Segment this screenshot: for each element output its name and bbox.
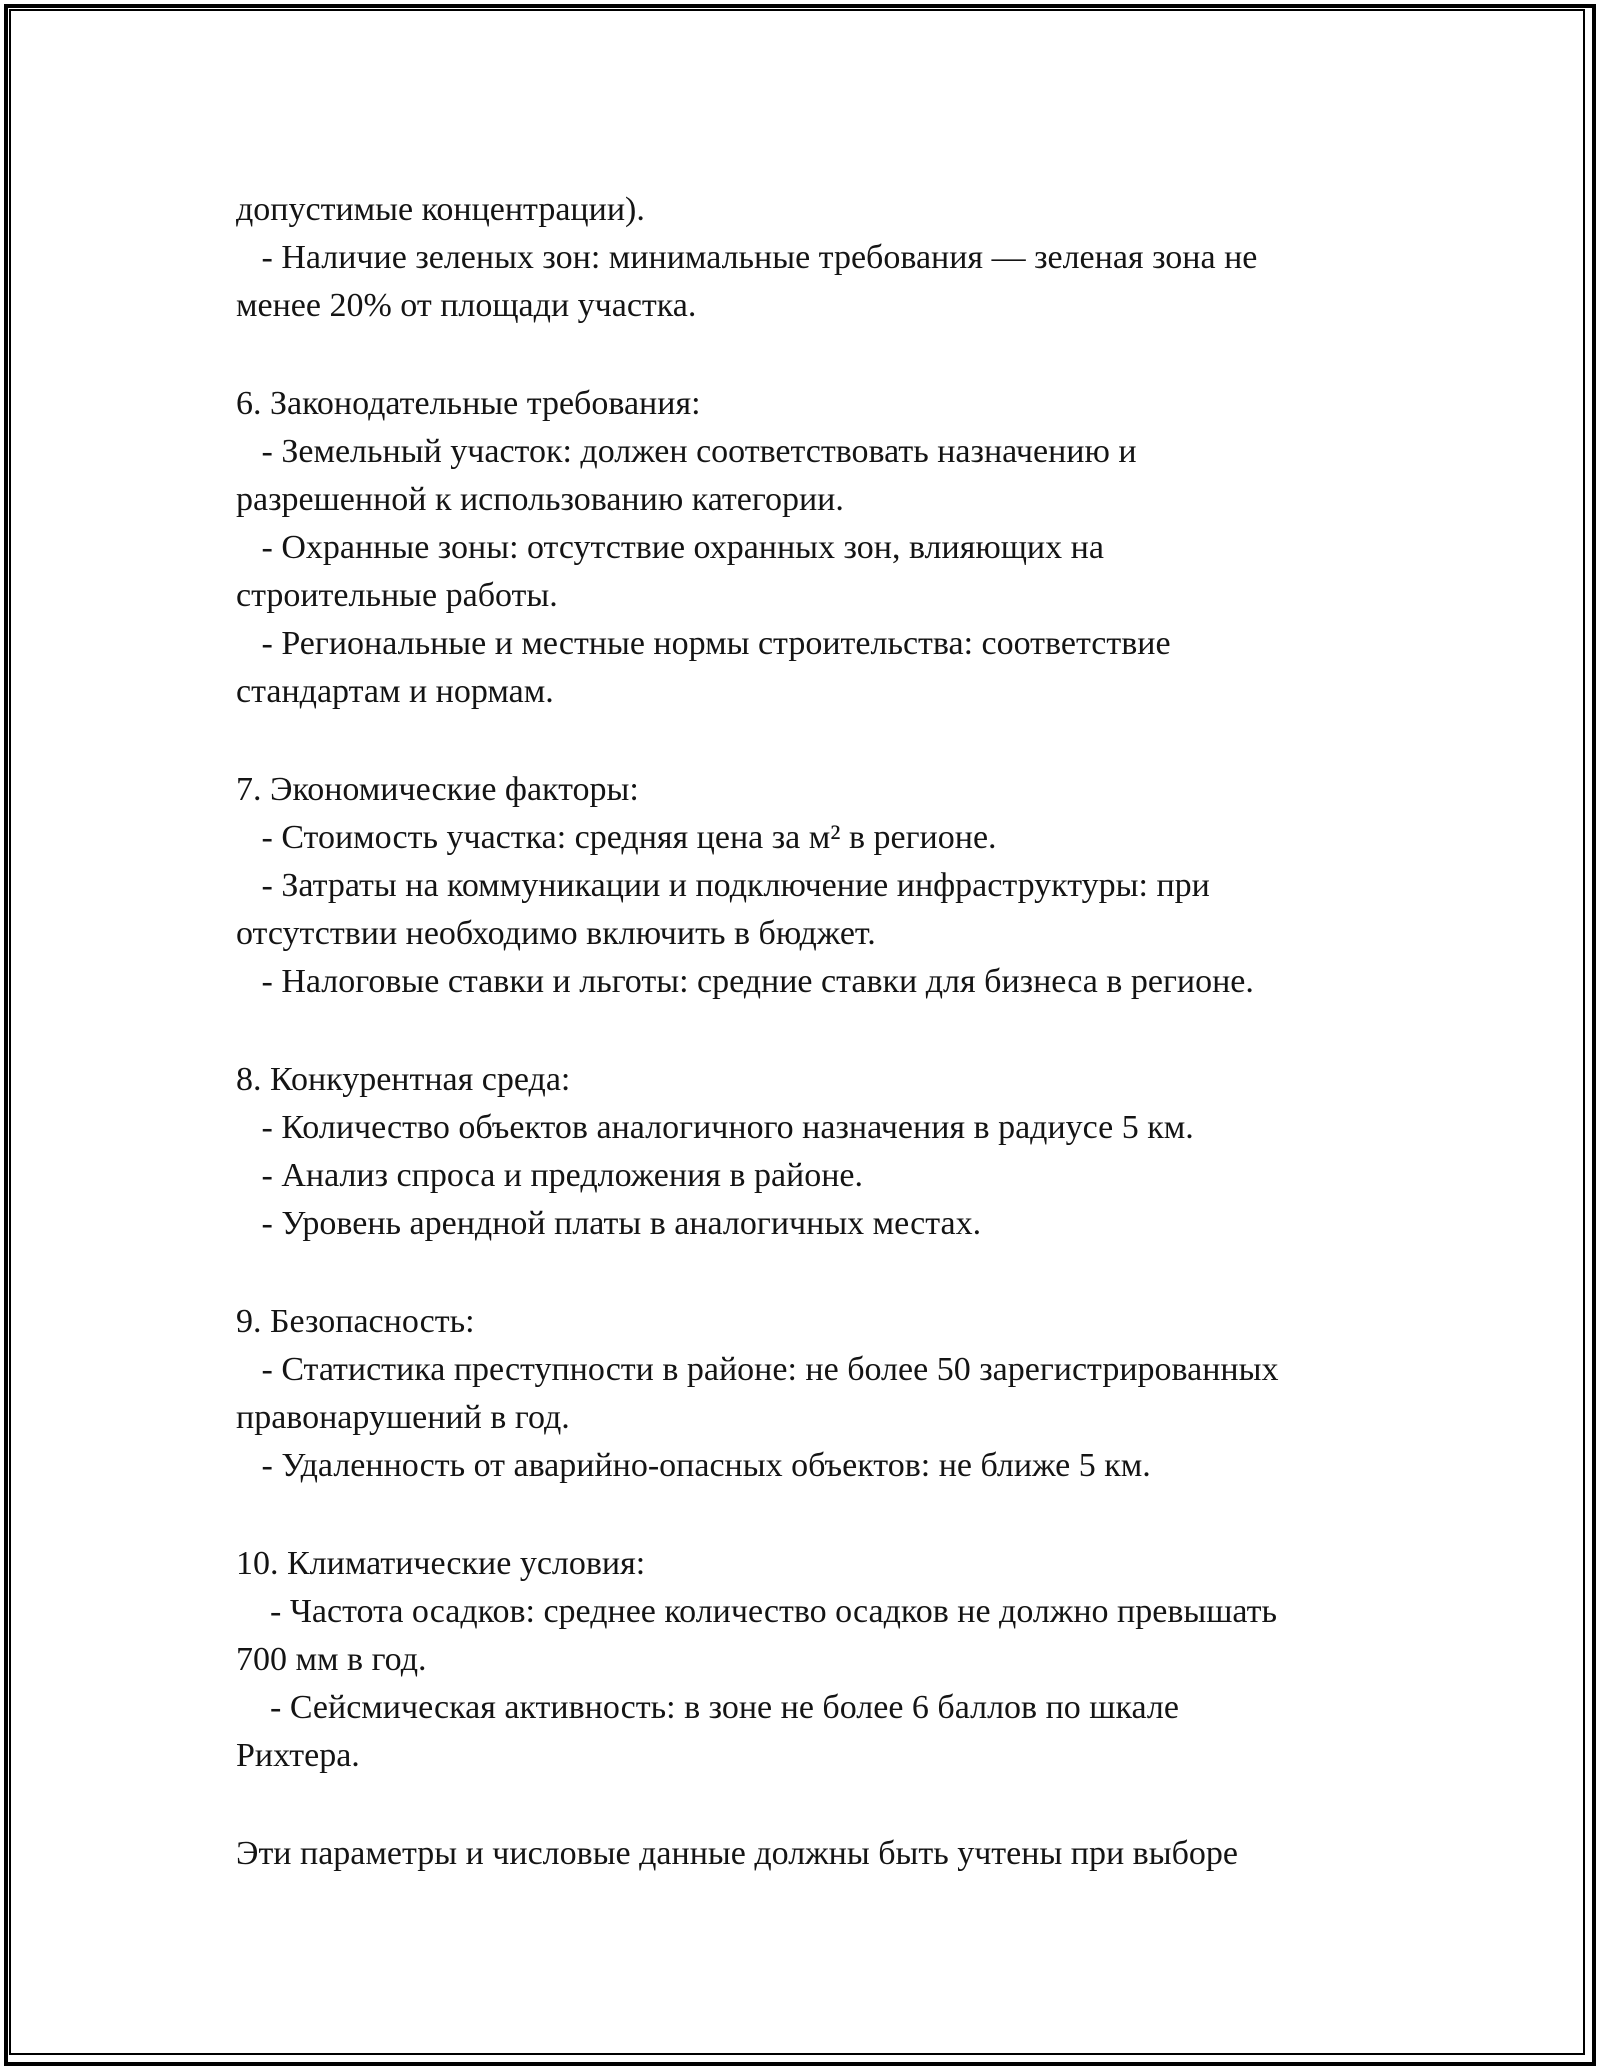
text-line: - Удаленность от аварийно-опасных объектов: не ближе 5 км.: [236, 1447, 1151, 1484]
text-line: - Частота осадков: среднее количество осадков не должно превышать: [236, 1593, 1278, 1630]
section-heading: 10. Климатические условия:: [236, 1545, 646, 1582]
text-line: - Региональные и местные нормы строительства: соответствие: [236, 625, 1171, 662]
section-heading: 8. Конкурентная среда:: [236, 1061, 571, 1098]
text-line: разрешенной к использованию категории.: [236, 481, 844, 518]
text-line: Эти параметры и числовые данные должны быть учтены при выборе: [236, 1835, 1238, 1872]
text-line: - Анализ спроса и предложения в районе.: [236, 1157, 864, 1194]
text-line: - Статистика преступности в районе: не более 50 зарегистрированных: [236, 1351, 1279, 1388]
text-line: - Затраты на коммуникации и подключение инфраструктуры: при: [236, 867, 1210, 904]
text-line: отсутствии необходимо включить в бюджет.: [236, 915, 876, 952]
text-line: - Земельный участок: должен соответствовать назначению и: [236, 433, 1137, 470]
text-line: - Наличие зеленых зон: минимальные требования — зеленая зона не: [236, 239, 1258, 276]
section-heading: 9. Безопасность:: [236, 1303, 475, 1340]
text-line: - Охранные зоны: отсутствие охранных зон, влияющих на: [236, 529, 1104, 566]
text-line: - Количество объектов аналогичного назначения в радиусе 5 км.: [236, 1109, 1194, 1146]
text-line: правонарушений в год.: [236, 1399, 570, 1436]
text-line: - Налоговые ставки и льготы: средние ставки для бизнеса в регионе.: [236, 963, 1254, 1000]
text-line: Рихтера.: [236, 1737, 360, 1774]
text-line: 700 мм в год.: [236, 1641, 427, 1678]
text-line: - Сейсмическая активность: в зоне не более 6 баллов по шкале: [236, 1689, 1179, 1726]
text-line: менее 20% от площади участка.: [236, 287, 697, 324]
text-line: - Уровень арендной платы в аналогичных местах.: [236, 1205, 982, 1242]
text-line: стандартам и нормам.: [236, 673, 554, 710]
text-line: - Стоимость участка: средняя цена за м² в регионе.: [236, 819, 997, 856]
text-line: строительные работы.: [236, 577, 558, 614]
section-heading: 6. Законодательные требования:: [236, 385, 701, 422]
section-heading: 7. Экономические факторы:: [236, 771, 639, 808]
text-line: допустимые концентрации).: [236, 191, 645, 228]
